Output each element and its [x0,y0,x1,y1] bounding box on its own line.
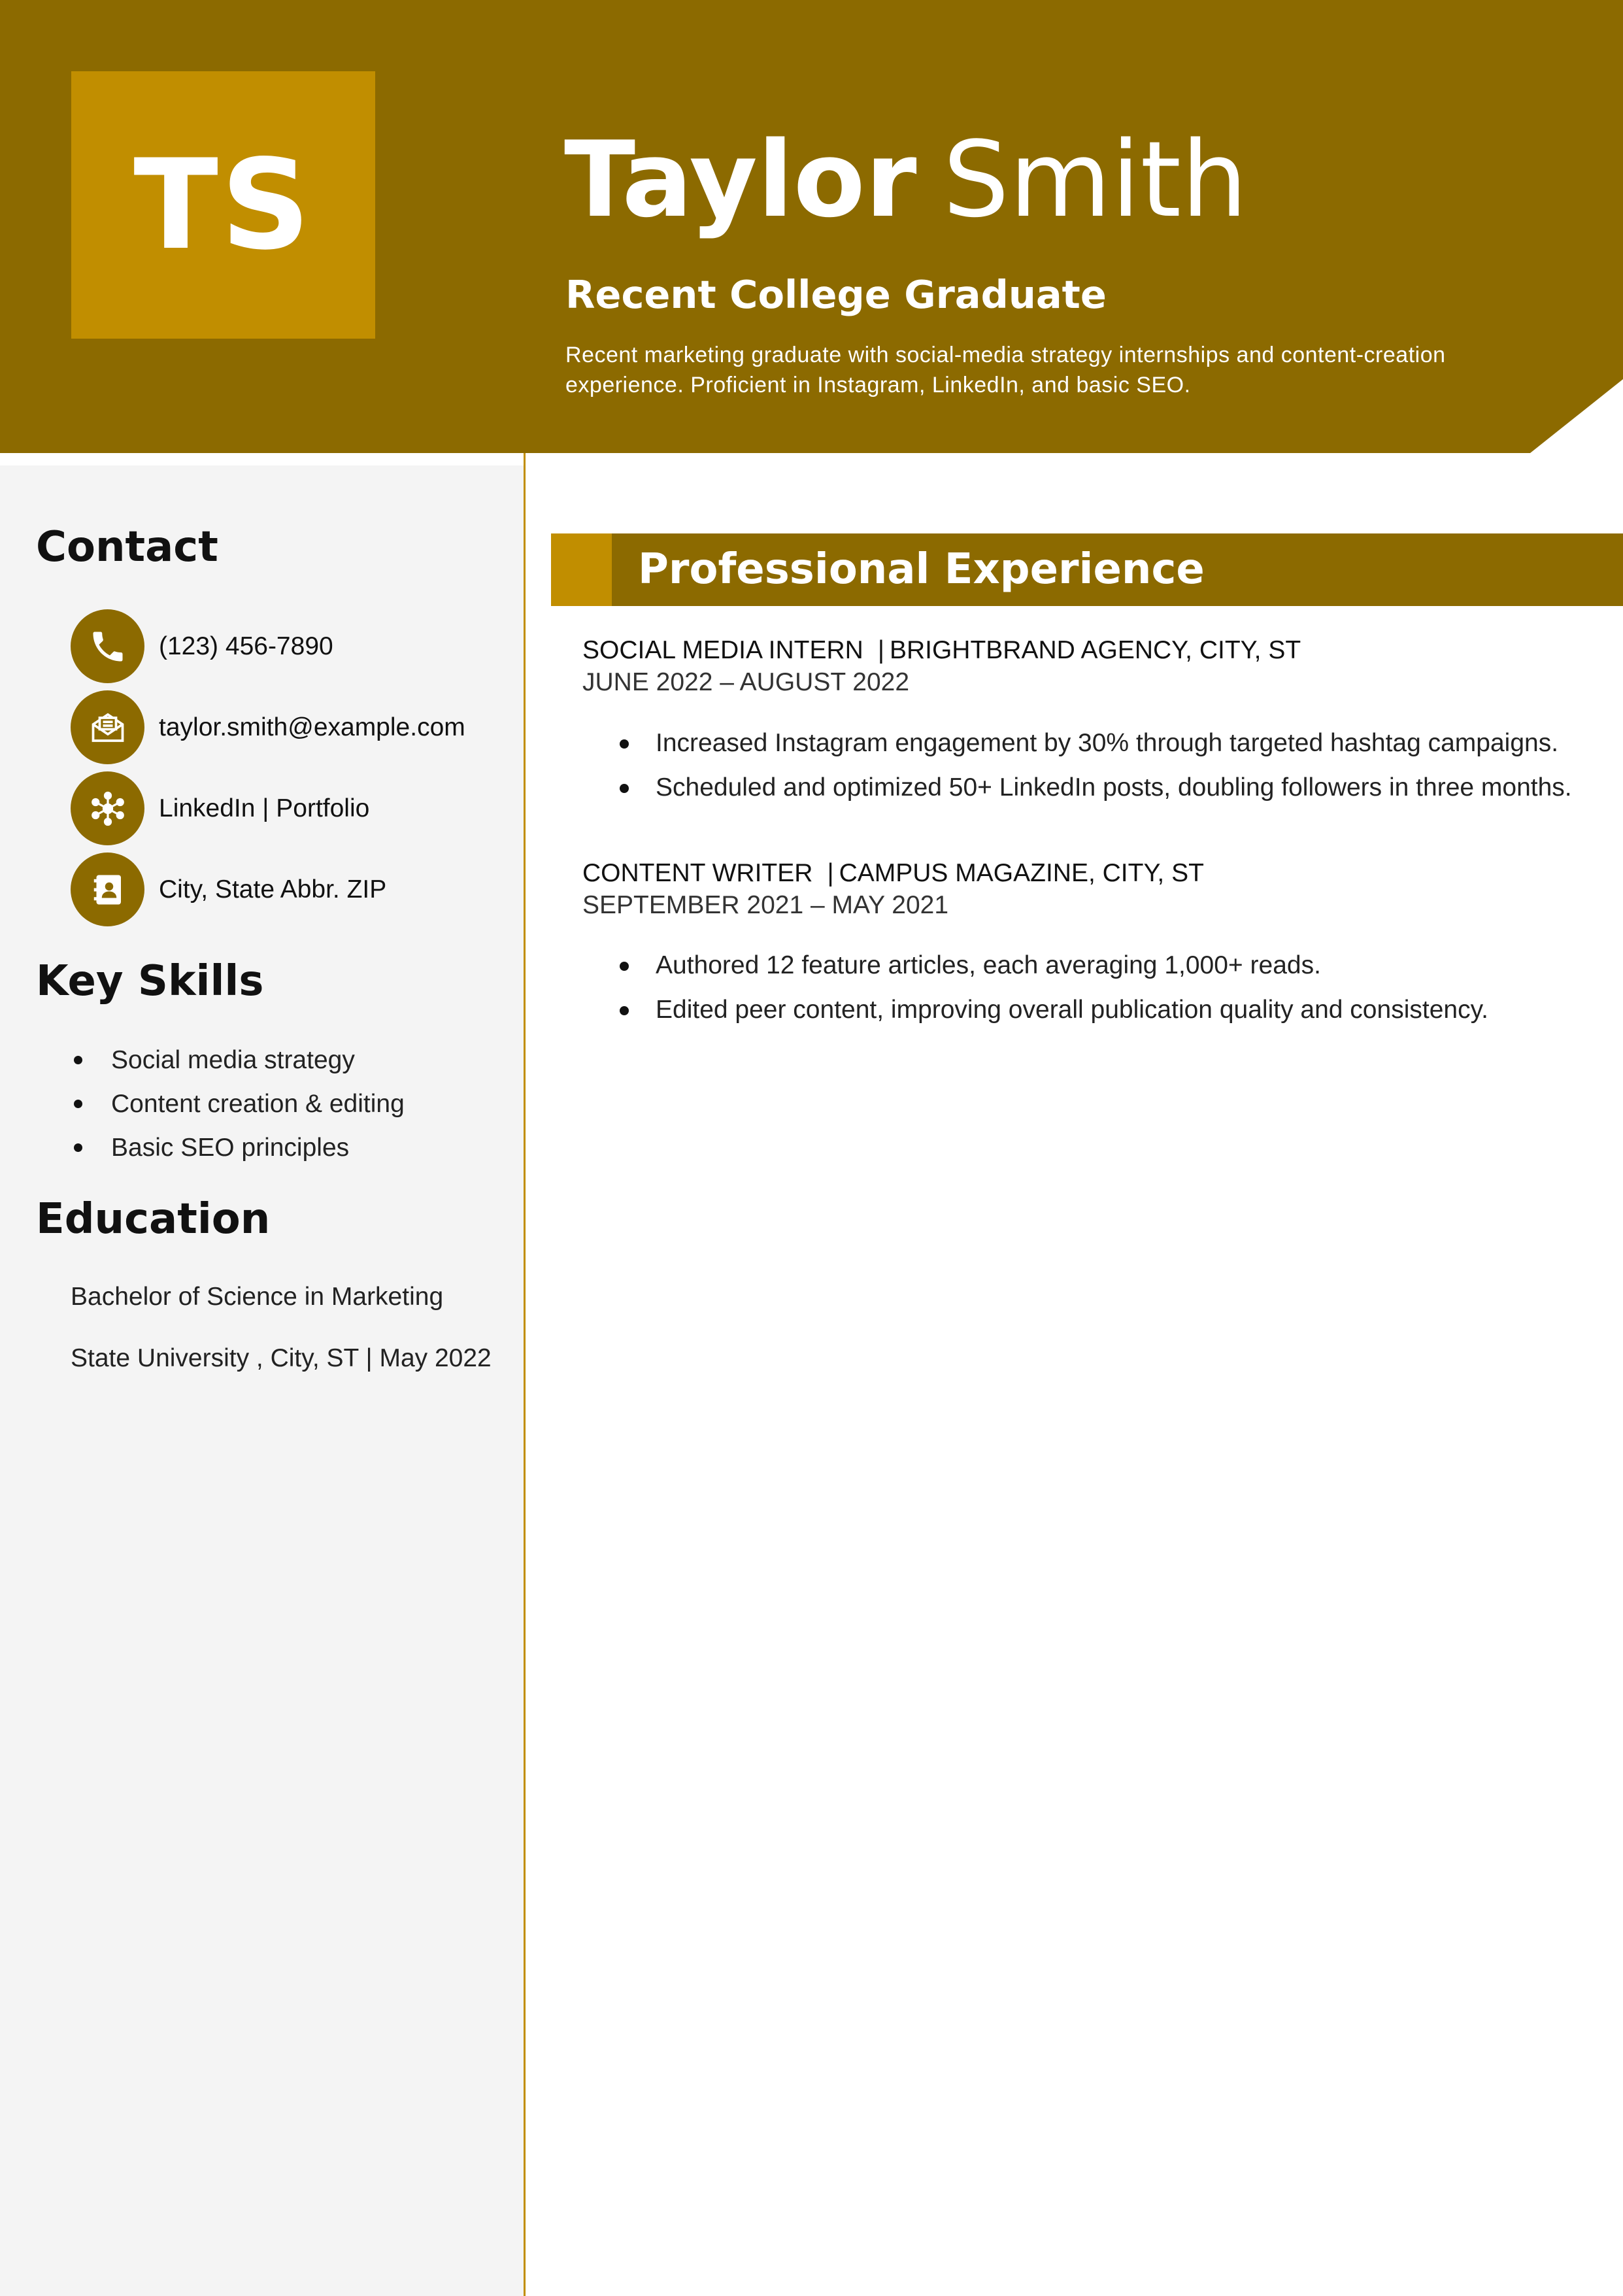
last-name: Smith [943,118,1248,241]
list-item: Scheduled and optimized 50+ LinkedIn posts, doubling followers in three months. [0,766,1572,810]
job-title: Recent College Graduate [565,272,1107,317]
list-item: Basic SEO principles [0,1126,405,1170]
contact-address-text: City, State Abbr. ZIP [159,875,387,903]
candidate-name [564,118,1248,241]
contact-heading: Contact [36,523,218,571]
contact-item-address [71,853,386,926]
separator: | [827,859,834,887]
contact-item-phone [71,609,333,683]
job-company: CAMPUS MAGAZINE, CITY, ST [839,859,1204,887]
job-heading [582,636,1301,665]
list-item: Social media strategy [0,1038,405,1082]
experience-heading-bar [551,533,1623,606]
list-item: Edited peer content, improving overall publication quality and consistency. [0,988,1488,1032]
job-role: CONTENT WRITER [582,859,813,887]
education-degree: Bachelor of Science in Marketing [71,1283,444,1311]
contact-email-text: taylor.smith@example.com [159,713,465,741]
contact-links-text: LinkedIn | Portfolio [159,794,370,822]
job-bullets [0,721,1572,810]
first-name: Taylor [564,118,917,241]
education-heading: Education [36,1195,271,1243]
education-school: State University , City, ST | May 2022 [71,1344,492,1372]
summary-text: Recent marketing graduate with social-media strategy internships and content-creation experience. Proficient in Instagram, LinkedIn, and basic SEO. [565,343,1446,397]
list-item: Content creation & editing [0,1082,405,1126]
contact-phone-text: (123) 456-7890 [159,632,333,660]
job-dates: JUNE 2022 – AUGUST 2022 [582,668,910,696]
heading-accent-block [551,533,612,606]
monogram-initials: TS [133,132,313,277]
job-company: BRIGHTBRAND AGENCY, CITY, ST [889,636,1301,664]
skills-list [0,1038,405,1170]
list-item: Increased Instagram engagement by 30% through targeted hashtag campaigns. [0,721,1572,766]
phone-icon [71,609,144,683]
job-bullets [0,943,1488,1032]
monogram-badge [71,71,375,339]
job-role: SOCIAL MEDIA INTERN [582,636,863,664]
address-book-icon [71,853,144,926]
list-item: Authored 12 feature articles, each averaging 1,000+ reads. [0,943,1488,988]
experience-heading: Professional Experience [638,545,1205,594]
job-dates: SEPTEMBER 2021 – MAY 2021 [582,891,949,919]
job-heading [582,859,1204,888]
separator: | [877,636,884,664]
skills-heading: Key Skills [36,957,264,1005]
